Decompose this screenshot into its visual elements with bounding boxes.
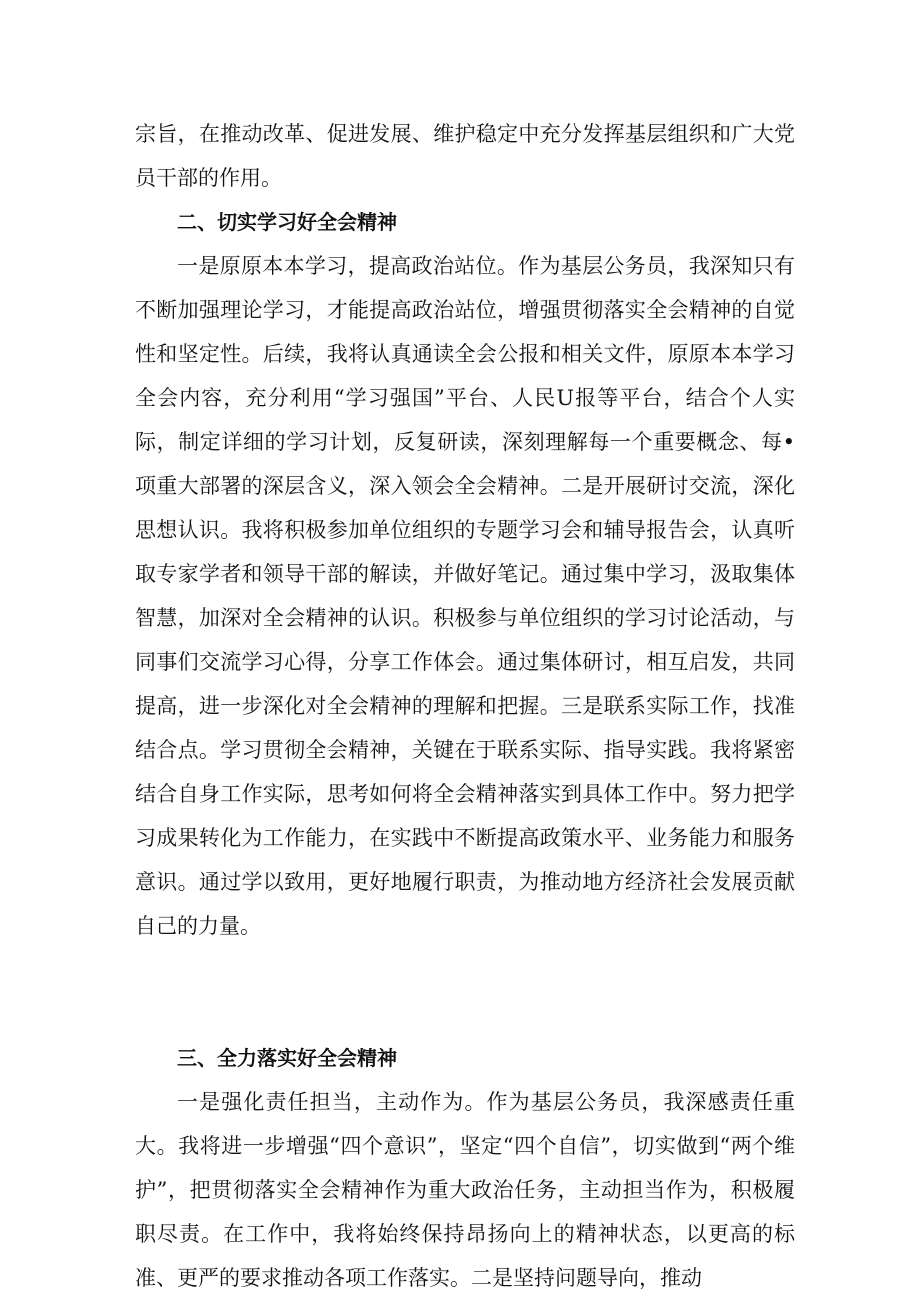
paragraph-implement: 一是强化责任担当，主动作为。作为基层公务员，我深感责任重大。我将进一步增强“四个意识”，坚定“四个自信”，切实做到“两个维护”，把贯彻落实全会精神作为重大政治任务，主动担当作为，积极履职尽责。在工作中，我将始终保持昂扬向上的精神状态，以更高的标准、更严的要求推动各项工作落实。二是坚持问题导向，推动: [135, 1090, 795, 1290]
document-body: [135, 112, 795, 1300]
paragraph-study: 一是原原本本学习，提高政治站位。作为基层公务员，我深知只有不断加强理论学习，才能提高政治站位，增强贯彻落实全会精神的自觉性和坚定性。后续，我将认真通读全会公报和相关文件，原原本本学习全会内容，充分利用“学习强国”平台、人民U报等平台，结合个人实际，制定详细的学习计划，反复研读，深刻理解每一个重要概念、每•项重大部署的深层含义，深入领会全会精神。二是开展研讨交流，深化思想认识。我将积极参加单位组织的专题学习会和辅导报告会，认真听取专家学者和领导干部的解读，并做好笔记。通过集中学习，汲取集体智慧，加深对全会精神的认识。积极参与单位组织的学习讨论活动，与同事们交流学习心得，分享工作体会。通过集体研讨，相互启发，共同提高，进一步深化对全会精神的理解和把握。三是联系实际工作，找准结合点。学习贯彻全会精神，关键在于联系实际、指导实践。我将紧密结合自身工作实际，思考如何将全会精神落实到具体工作中。努力把学习成果转化为工作能力，在实践中不断提高政策水平、业务能力和服务意识。通过学以致用，更好地履行职责，为推动地方经济社会发展贡献自己的力量。: [135, 254, 795, 938]
section-heading-3: 三、全力落实好全会精神: [177, 1046, 397, 1070]
paragraph-continued: 宗旨，在推动改革、促进发展、维护稳定中充分发挥基层组织和广大党员干部的作用。: [135, 122, 795, 190]
section-heading-2: 二、切实学习好全会精神: [177, 210, 397, 234]
